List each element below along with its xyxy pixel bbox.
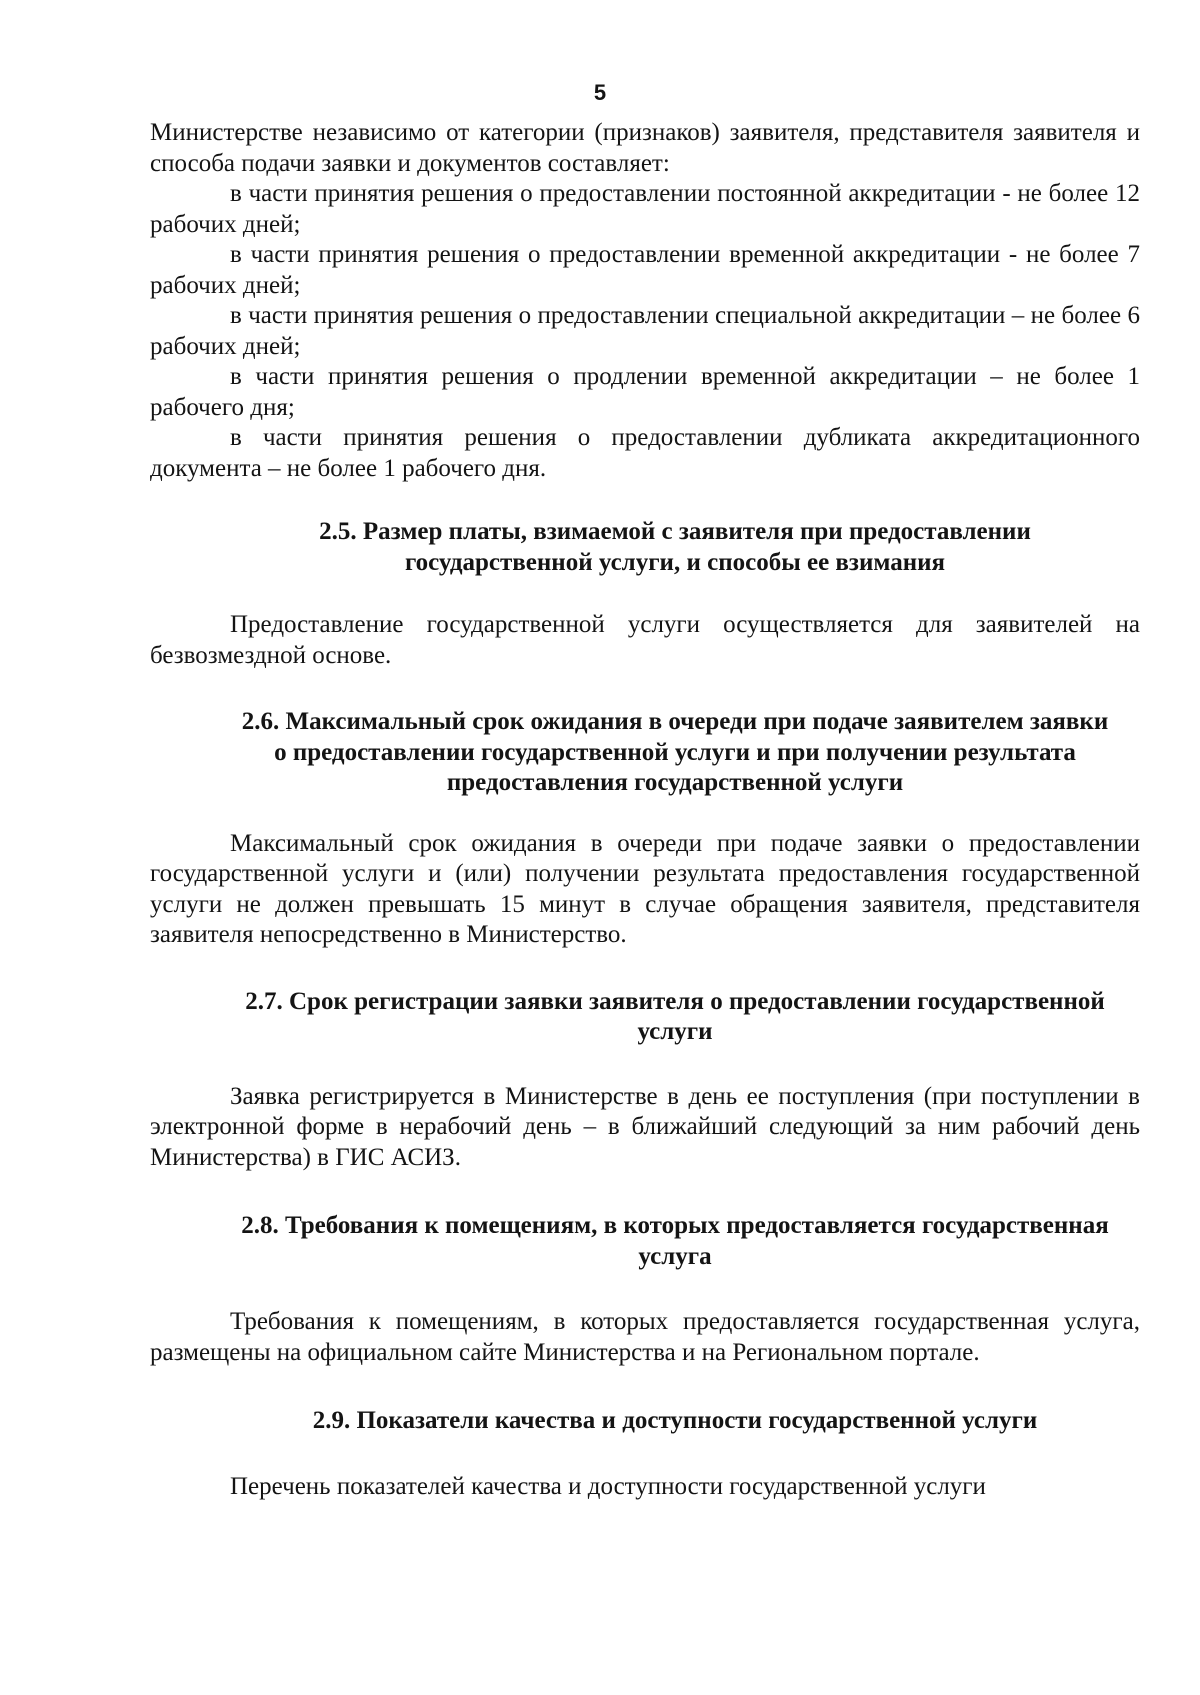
- section-text-2-7: Заявка регистрируется в Министерстве в день ее поступления (при поступлении в электронной форме в нерабочий день – в ближайший следующий за ним рабочий день Министерства) в ГИС АСИЗ.: [150, 1082, 1140, 1171]
- section-text-2-6: Максимальный срок ожидания в очереди при подаче заявки о предоставлении государственной услуги и (или) получении результата предоставления государственной услуги не должен превышать 15 минут в случае обращения заявителя, представителя заявителя непосредственно в Министерство.: [150, 829, 1140, 948]
- section-heading-2-9: 2.9. Показатели качества и доступности государственной услуги: [312, 1407, 1038, 1434]
- section-text-2-5: Предоставление государственной услуги осуществляется для заявителей на безвозмездной основе.: [150, 611, 1140, 669]
- intro-item-duplicate: в части принятия решения о предоставлении дубликата аккредитационного документа – не более 1 рабочего дня.: [150, 424, 1140, 482]
- section-heading-2-8: 2.8. Требования к помещениям, в которых предоставляется государственная услуга: [241, 1212, 1109, 1270]
- section-text-2-9: Перечень показателей качества и доступности государственной услуги: [230, 1472, 986, 1500]
- intro-item-permanent: в части принятия решения о предоставлении постоянной аккредитации - не более 12 рабочих дней;: [150, 180, 1140, 238]
- section-heading-2-7: 2.7. Срок регистрации заявки заявителя о предоставлении государственной услуги: [245, 987, 1105, 1045]
- intro-item-temporary: в части принятия решения о предоставлении временной аккредитации - не более 7 рабочих дней;: [150, 241, 1140, 299]
- intro-item-special: в части принятия решения о предоставлении специальной аккредитации – не более 6 рабочих дней;: [150, 302, 1140, 360]
- section-heading-2-5: 2.5. Размер платы, взимаемой с заявителя при предоставлении государственной услуги, и способы ее взимания: [319, 518, 1031, 576]
- section-text-2-8: Требования к помещениям, в которых предоставляется государственная услуга, размещены на официальном сайте Министерства и на Региональном портале.: [150, 1308, 1140, 1366]
- intro-paragraph: Министерстве независимо от категории (признаков) заявителя, представителя заявителя и способа подачи заявки и документов составляет:: [150, 119, 1140, 177]
- document-body: [150, 118, 1140, 1502]
- intro-item-extension: в части принятия решения о продлении временной аккредитации – не более 1 рабочего дня;: [150, 363, 1140, 421]
- page-number: 5: [593, 80, 607, 105]
- section-heading-2-6: 2.6. Максимальный срок ожидания в очереди при подаче заявителем заявки о предоставлении государственной услуги и при получении результата предоставления государственной услуги: [241, 708, 1109, 796]
